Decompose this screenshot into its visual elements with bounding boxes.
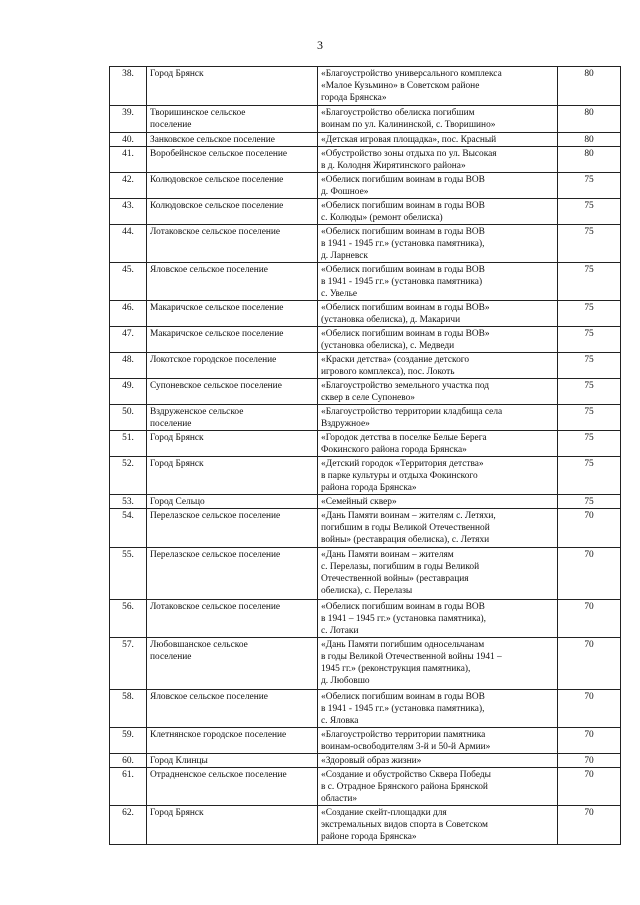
project-title bbox=[318, 768, 558, 806]
score-text: 70 bbox=[584, 550, 594, 560]
row-number-text: 47. bbox=[122, 329, 134, 339]
score-text: 75 bbox=[584, 227, 594, 237]
municipality-name-line: Колюдовское сельское поселение bbox=[150, 175, 284, 185]
project-title-line: «Обелиск погибшим воинам в годы ВОВ bbox=[321, 692, 485, 702]
project-title bbox=[318, 379, 558, 405]
row-number-text: 50. bbox=[122, 407, 134, 417]
table-row bbox=[110, 133, 621, 147]
project-title-line: с. Лотаки bbox=[321, 626, 359, 636]
municipality-name bbox=[147, 225, 318, 263]
project-title-line: «Семейный сквер» bbox=[321, 497, 397, 507]
project-title-line: игрового комплекса), пос. Локоть bbox=[321, 367, 455, 377]
municipality-name-line: Город Брянск bbox=[150, 69, 204, 79]
project-title-line: «Создание скейт-площадки для bbox=[321, 808, 447, 818]
project-title-line: «Благоустройство универсального комплекса bbox=[321, 69, 502, 79]
project-title-line: в 1941 - 1945 гг.» (установка памятника) bbox=[321, 277, 483, 287]
municipality-name-line: Локотское городское поселение bbox=[150, 355, 277, 365]
table-row bbox=[110, 690, 621, 728]
project-title bbox=[318, 754, 558, 768]
project-title-line: районе города Брянска» bbox=[321, 832, 417, 842]
project-title bbox=[318, 405, 558, 431]
row-number bbox=[110, 638, 147, 690]
municipality-name-line: Колюдовское сельское поселение bbox=[150, 201, 284, 211]
project-title bbox=[318, 199, 558, 225]
municipality-name bbox=[147, 495, 318, 509]
row-number-text: 40. bbox=[122, 135, 134, 145]
score bbox=[558, 431, 621, 457]
project-title-line: в 1941 – 1945 гг.» (установка памятника), bbox=[321, 614, 486, 624]
table-row bbox=[110, 379, 621, 405]
project-title bbox=[318, 548, 558, 600]
row-number bbox=[110, 263, 147, 301]
table-row bbox=[110, 353, 621, 379]
table-row bbox=[110, 431, 621, 457]
row-number bbox=[110, 353, 147, 379]
project-title bbox=[318, 173, 558, 199]
municipality-name bbox=[147, 754, 318, 768]
row-number-text: 55. bbox=[122, 550, 134, 560]
project-title-line: д. Любовшо bbox=[321, 676, 370, 686]
projects-table bbox=[109, 66, 621, 845]
project-title bbox=[318, 457, 558, 495]
table-row bbox=[110, 327, 621, 353]
score bbox=[558, 728, 621, 754]
page-number: 3 bbox=[317, 38, 323, 52]
row-number-text: 49. bbox=[122, 381, 134, 391]
score-text: 75 bbox=[584, 265, 594, 275]
score-text: 70 bbox=[584, 770, 594, 780]
municipality-name bbox=[147, 379, 318, 405]
municipality-name-line: Клетнянское городское поселение bbox=[150, 730, 287, 740]
score-text: 70 bbox=[584, 602, 594, 612]
project-title-line: воинам по ул. Калининской, с. Творишино» bbox=[321, 120, 496, 130]
municipality-name-line: Лотаковское сельское поселение bbox=[150, 227, 281, 237]
project-title bbox=[318, 263, 558, 301]
municipality-name-line: Отрадненское сельское поселение bbox=[150, 770, 287, 780]
row-number bbox=[110, 431, 147, 457]
score bbox=[558, 301, 621, 327]
row-number-text: 54. bbox=[122, 511, 134, 521]
municipality-name bbox=[147, 263, 318, 301]
municipality-name-line: поселение bbox=[150, 120, 192, 130]
table-row bbox=[110, 301, 621, 327]
row-number-text: 56. bbox=[122, 602, 134, 612]
table-row bbox=[110, 768, 621, 806]
project-title bbox=[318, 806, 558, 845]
table-row bbox=[110, 754, 621, 768]
project-title bbox=[318, 225, 558, 263]
row-number bbox=[110, 379, 147, 405]
row-number bbox=[110, 509, 147, 548]
project-title-line: в с. Отрадное Брянского района Брянской bbox=[321, 782, 488, 792]
table-row bbox=[110, 106, 621, 133]
municipality-name bbox=[147, 353, 318, 379]
municipality-name-line: Воробейнское сельское поселение bbox=[150, 149, 288, 159]
project-title-line: обелиска), с. Перелазы bbox=[321, 586, 413, 596]
project-title-line: «Обелиск погибшим воинам в годы ВОВ» bbox=[321, 329, 490, 339]
row-number bbox=[110, 806, 147, 845]
row-number-text: 45. bbox=[122, 265, 134, 275]
row-number-text: 38. bbox=[122, 69, 134, 79]
municipality-name-line: Город Клинцы bbox=[150, 756, 208, 766]
project-title-line: «Благоустройство территории памятника bbox=[321, 730, 486, 740]
project-title-line: «Обелиск погибшим воинам в годы ВОВ bbox=[321, 602, 485, 612]
project-title-line: войны» (реставрация обелиска), с. Летяхи bbox=[321, 535, 490, 545]
project-title bbox=[318, 638, 558, 690]
project-title-line: «Дань Памяти воинам – жителям с. Летяхи, bbox=[321, 511, 496, 521]
project-title-line: 1945 гг.» (реконструкция памятника), bbox=[321, 664, 471, 674]
score-text: 75 bbox=[584, 355, 594, 365]
municipality-name-line: Творишинское сельское bbox=[150, 108, 246, 118]
row-number bbox=[110, 690, 147, 728]
municipality-name bbox=[147, 173, 318, 199]
score bbox=[558, 263, 621, 301]
table-row bbox=[110, 457, 621, 495]
row-number-text: 62. bbox=[122, 808, 134, 818]
project-title-line: (установка обелиска), с. Медведи bbox=[321, 341, 455, 351]
municipality-name bbox=[147, 147, 318, 173]
row-number-text: 57. bbox=[122, 640, 134, 650]
project-title-line: экстремальных видов спорта в Советском bbox=[321, 820, 488, 830]
row-number bbox=[110, 754, 147, 768]
row-number-text: 60. bbox=[122, 756, 134, 766]
score-text: 70 bbox=[584, 511, 594, 521]
project-title-line: «Создание и обустройство Сквера Победы bbox=[321, 770, 491, 780]
row-number bbox=[110, 147, 147, 173]
project-title-line: области» bbox=[321, 794, 358, 804]
score bbox=[558, 495, 621, 509]
row-number-text: 39. bbox=[122, 108, 134, 118]
score-text: 70 bbox=[584, 730, 594, 740]
table-row bbox=[110, 405, 621, 431]
row-number-text: 42. bbox=[122, 175, 134, 185]
table-row bbox=[110, 638, 621, 690]
project-title-line: города Брянска» bbox=[321, 93, 387, 103]
score bbox=[558, 457, 621, 495]
table-row bbox=[110, 495, 621, 509]
project-title-line: Вздружное» bbox=[321, 419, 370, 429]
municipality-name bbox=[147, 106, 318, 133]
row-number bbox=[110, 768, 147, 806]
row-number bbox=[110, 728, 147, 754]
score bbox=[558, 379, 621, 405]
project-title-line: «Здоровый образ жизни» bbox=[321, 756, 422, 766]
municipality-name bbox=[147, 806, 318, 845]
project-title-line: сквер в селе Супонево» bbox=[321, 393, 415, 403]
score-text: 75 bbox=[584, 303, 594, 313]
score bbox=[558, 199, 621, 225]
score bbox=[558, 548, 621, 600]
project-title bbox=[318, 495, 558, 509]
municipality-name bbox=[147, 457, 318, 495]
municipality-name bbox=[147, 301, 318, 327]
municipality-name-line: Перелазское сельское поселение bbox=[150, 550, 281, 560]
row-number bbox=[110, 225, 147, 263]
project-title-line: (установка обелиска), д. Макаричи bbox=[321, 315, 461, 325]
project-title-line: «Благоустройство территории кладбища села bbox=[321, 407, 503, 417]
municipality-name-line: Город Брянск bbox=[150, 459, 204, 469]
score bbox=[558, 67, 621, 106]
municipality-name-line: Макаричское сельское поселение bbox=[150, 329, 284, 339]
table-row bbox=[110, 147, 621, 173]
municipality-name-line: Город Сельцо bbox=[150, 497, 205, 507]
row-number bbox=[110, 548, 147, 600]
municipality-name-line: Город Брянск bbox=[150, 808, 204, 818]
project-title-line: воинам-освободителям 3-й и 50-й Армии» bbox=[321, 742, 491, 752]
table-row bbox=[110, 263, 621, 301]
table-row bbox=[110, 600, 621, 638]
project-title-line: с. Яловка bbox=[321, 716, 359, 726]
table-row bbox=[110, 806, 621, 845]
municipality-name bbox=[147, 405, 318, 431]
project-title-line: «Обелиск погибшим воинам в годы ВОВ bbox=[321, 175, 485, 185]
project-title-line: в парке культуры и отдыха Фокинского bbox=[321, 471, 478, 481]
score-text: 75 bbox=[584, 201, 594, 211]
project-title-line: д. Фошное» bbox=[321, 187, 369, 197]
score-text: 75 bbox=[584, 381, 594, 391]
score bbox=[558, 327, 621, 353]
project-title-line: в годы Великой Отечественной войны 1941 – bbox=[321, 652, 502, 662]
score bbox=[558, 106, 621, 133]
municipality-name bbox=[147, 199, 318, 225]
municipality-name bbox=[147, 768, 318, 806]
row-number bbox=[110, 457, 147, 495]
project-title-line: «Обелиск погибшим воинам в годы ВОВ bbox=[321, 265, 485, 275]
municipality-name bbox=[147, 431, 318, 457]
score-text: 75 bbox=[584, 459, 594, 469]
score bbox=[558, 133, 621, 147]
project-title bbox=[318, 147, 558, 173]
score-text: 75 bbox=[584, 175, 594, 185]
municipality-name-line: Перелазское сельское поселение bbox=[150, 511, 281, 521]
project-title bbox=[318, 133, 558, 147]
row-number bbox=[110, 301, 147, 327]
score-text: 75 bbox=[584, 329, 594, 339]
row-number bbox=[110, 327, 147, 353]
score bbox=[558, 600, 621, 638]
row-number-text: 44. bbox=[122, 227, 134, 237]
municipality-name-line: Занковское сельское поселение bbox=[150, 135, 275, 145]
project-title bbox=[318, 690, 558, 728]
project-title bbox=[318, 509, 558, 548]
score bbox=[558, 690, 621, 728]
score bbox=[558, 806, 621, 845]
project-title-line: «Малое Кузьмино» в Советском районе bbox=[321, 81, 480, 91]
project-title-line: «Обелиск погибшим воинам в годы ВОВ» bbox=[321, 303, 490, 313]
score bbox=[558, 768, 621, 806]
project-title-line: «Обелиск погибшим воинам в годы ВОВ bbox=[321, 201, 485, 211]
project-title bbox=[318, 327, 558, 353]
project-title-line: с. Колюды» (ремонт обелиска) bbox=[321, 213, 443, 223]
municipality-name-line: Яловское сельское поселение bbox=[150, 692, 268, 702]
row-number bbox=[110, 405, 147, 431]
municipality-name-line: Любовшанское сельское bbox=[150, 640, 248, 650]
municipality-name-line: Яловское сельское поселение bbox=[150, 265, 268, 275]
score bbox=[558, 509, 621, 548]
row-number bbox=[110, 199, 147, 225]
municipality-name bbox=[147, 509, 318, 548]
score-text: 75 bbox=[584, 433, 594, 443]
row-number-text: 43. bbox=[122, 201, 134, 211]
score bbox=[558, 405, 621, 431]
project-title bbox=[318, 106, 558, 133]
municipality-name bbox=[147, 548, 318, 600]
municipality-name-line: Супоневское сельское поселение bbox=[150, 381, 282, 391]
municipality-name-line: поселение bbox=[150, 419, 192, 429]
project-title-line: «Дань Памяти воинам – жителям bbox=[321, 550, 454, 560]
score-text: 70 bbox=[584, 756, 594, 766]
row-number-text: 41. bbox=[122, 149, 134, 159]
row-number-text: 46. bbox=[122, 303, 134, 313]
municipality-name-line: Вздруженское сельское bbox=[150, 407, 244, 417]
municipality-name-line: Лотаковское сельское поселение bbox=[150, 602, 281, 612]
municipality-name bbox=[147, 728, 318, 754]
table-row bbox=[110, 225, 621, 263]
project-title bbox=[318, 600, 558, 638]
score-text: 70 bbox=[584, 692, 594, 702]
score bbox=[558, 147, 621, 173]
project-title bbox=[318, 353, 558, 379]
row-number-text: 58. bbox=[122, 692, 134, 702]
score-text: 80 bbox=[584, 149, 594, 159]
project-title-line: с. Перелазы, погибшим в годы Великой bbox=[321, 562, 480, 572]
score-text: 75 bbox=[584, 407, 594, 417]
row-number-text: 48. bbox=[122, 355, 134, 365]
project-title-line: в д. Колодня Жирятинского района» bbox=[321, 161, 466, 171]
score-text: 70 bbox=[584, 808, 594, 818]
project-title-line: погибшим в годы Великой Отечественной bbox=[321, 523, 490, 533]
score bbox=[558, 225, 621, 263]
municipality-name bbox=[147, 600, 318, 638]
table-row bbox=[110, 548, 621, 600]
project-title-line: Фокинского района города Брянска» bbox=[321, 445, 467, 455]
project-title bbox=[318, 301, 558, 327]
row-number bbox=[110, 67, 147, 106]
row-number bbox=[110, 133, 147, 147]
row-number bbox=[110, 106, 147, 133]
score-text: 70 bbox=[584, 640, 594, 650]
municipality-name bbox=[147, 690, 318, 728]
municipality-name bbox=[147, 327, 318, 353]
municipality-name bbox=[147, 67, 318, 106]
score-text: 80 bbox=[584, 69, 594, 79]
table-row bbox=[110, 67, 621, 106]
row-number-text: 61. bbox=[122, 770, 134, 780]
project-title-line: «Детский городок «Территория детства» bbox=[321, 459, 484, 469]
project-title-line: «Городок детства в поселке Белые Берега bbox=[321, 433, 487, 443]
municipality-name bbox=[147, 638, 318, 690]
score bbox=[558, 754, 621, 768]
project-title bbox=[318, 431, 558, 457]
project-title-line: в 1941 - 1945 гг.» (установка памятника), bbox=[321, 704, 485, 714]
municipality-name bbox=[147, 133, 318, 147]
project-title bbox=[318, 728, 558, 754]
municipality-name-line: Макаричское сельское поселение bbox=[150, 303, 284, 313]
table-row bbox=[110, 728, 621, 754]
row-number bbox=[110, 495, 147, 509]
row-number-text: 59. bbox=[122, 730, 134, 740]
score bbox=[558, 353, 621, 379]
project-title-line: «Благоустройство обелиска погибшим bbox=[321, 108, 475, 118]
row-number bbox=[110, 173, 147, 199]
score-text: 80 bbox=[584, 108, 594, 118]
project-title-line: Отечественной войны» (реставрация bbox=[321, 574, 469, 584]
project-title-line: «Краски детства» (создание детского bbox=[321, 355, 470, 365]
score-text: 80 bbox=[584, 135, 594, 145]
project-title-line: района города Брянска» bbox=[321, 483, 417, 493]
municipality-name-line: поселение bbox=[150, 652, 192, 662]
score-text: 75 bbox=[584, 497, 594, 507]
table-body bbox=[110, 67, 621, 845]
project-title bbox=[318, 67, 558, 106]
row-number bbox=[110, 600, 147, 638]
project-title-line: «Благоустройство земельного участка под bbox=[321, 381, 490, 391]
row-number-text: 53. bbox=[122, 497, 134, 507]
score bbox=[558, 173, 621, 199]
project-title-line: «Дань Памяти погибшим односельчанам bbox=[321, 640, 485, 650]
project-title-line: д. Ларневск bbox=[321, 251, 368, 261]
table-row bbox=[110, 173, 621, 199]
project-title-line: «Детская игровая площадка», пос. Красный bbox=[321, 135, 497, 145]
project-title-line: «Обустройство зоны отдыха по ул. Высокая bbox=[321, 149, 497, 159]
municipality-name-line: Город Брянск bbox=[150, 433, 204, 443]
project-title-line: с. Увелье bbox=[321, 289, 358, 299]
row-number-text: 52. bbox=[122, 459, 134, 469]
row-number-text: 51. bbox=[122, 433, 134, 443]
score bbox=[558, 638, 621, 690]
project-title-line: в 1941 - 1945 гг.» (установка памятника), bbox=[321, 239, 485, 249]
table-row bbox=[110, 509, 621, 548]
table-row bbox=[110, 199, 621, 225]
project-title-line: «Обелиск погибшим воинам в годы ВОВ bbox=[321, 227, 485, 237]
